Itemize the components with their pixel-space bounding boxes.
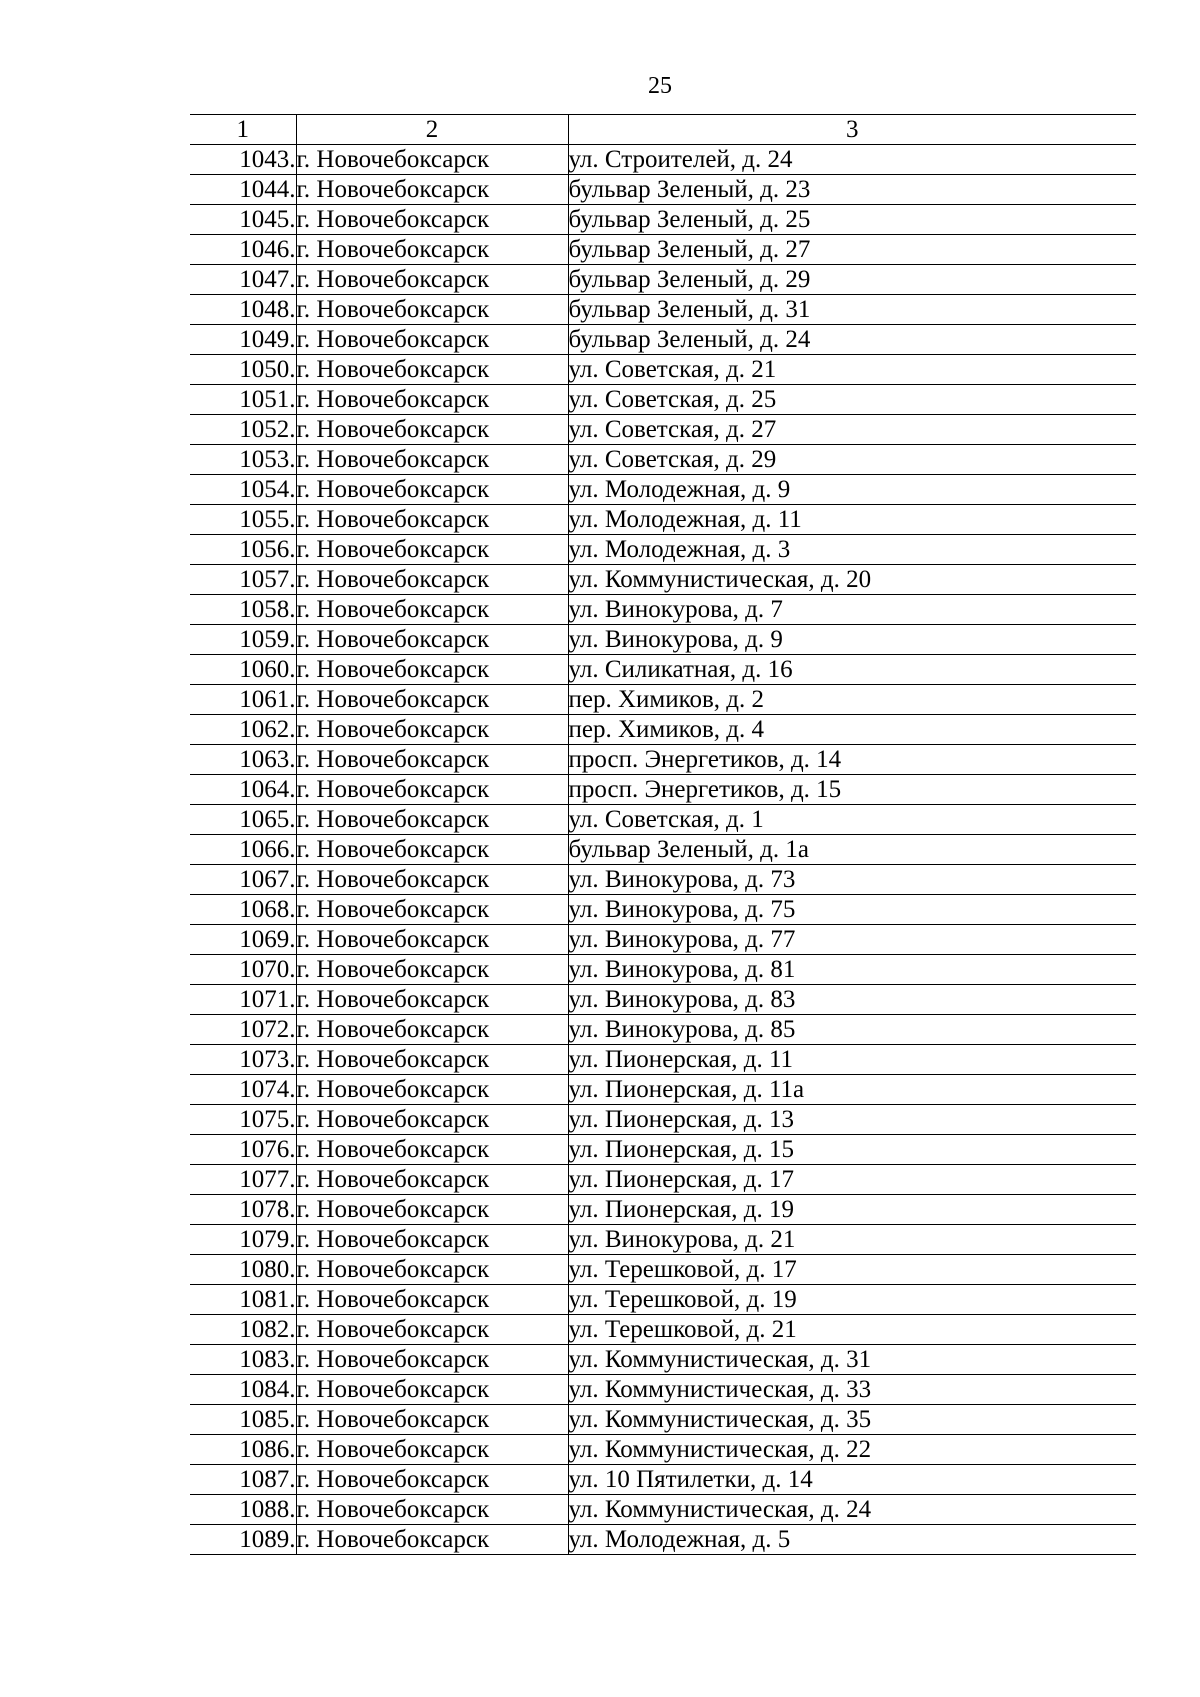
row-city: г. Новочебоксарск [296,175,568,205]
row-number: 1058. [190,595,296,625]
row-number: 1067. [190,865,296,895]
row-number: 1044. [190,175,296,205]
row-address: пер. Химиков, д. 4 [568,715,1136,745]
row-city: г. Новочебоксарск [296,775,568,805]
column-header-address: 3 [568,115,1136,145]
row-number: 1086. [190,1435,296,1465]
table-row [190,385,1136,415]
table-row [190,1285,1136,1315]
row-address: ул. Молодежная, д. 3 [568,535,1136,565]
row-city: г. Новочебоксарск [296,805,568,835]
row-number: 1059. [190,625,296,655]
row-address: ул. Пионерская, д. 19 [568,1195,1136,1225]
table-header [190,115,1136,145]
row-number: 1077. [190,1165,296,1195]
row-number: 1066. [190,835,296,865]
row-address: ул. Советская, д. 27 [568,415,1136,445]
row-address: ул. Коммунистическая, д. 20 [568,565,1136,595]
table-row [190,565,1136,595]
row-address: ул. Винокурова, д. 75 [568,895,1136,925]
row-address: ул. Терешковой, д. 21 [568,1315,1136,1345]
table-row [190,625,1136,655]
row-address: ул. Винокурова, д. 7 [568,595,1136,625]
row-address: ул. Пионерская, д. 13 [568,1105,1136,1135]
row-number: 1051. [190,385,296,415]
row-address: ул. Терешковой, д. 17 [568,1255,1136,1285]
row-number: 1070. [190,955,296,985]
table-row [190,955,1136,985]
row-number: 1076. [190,1135,296,1165]
column-header-number: 1 [190,115,296,145]
column-header-city: 2 [296,115,568,145]
row-city: г. Новочебоксарск [296,265,568,295]
table-row [190,1015,1136,1045]
row-number: 1054. [190,475,296,505]
row-city: г. Новочебоксарск [296,1435,568,1465]
table-row [190,775,1136,805]
table-row [190,1525,1136,1555]
row-number: 1074. [190,1075,296,1105]
row-number: 1079. [190,1225,296,1255]
row-address: ул. Терешковой, д. 19 [568,1285,1136,1315]
row-address: ул. Силикатная, д. 16 [568,655,1136,685]
row-city: г. Новочебоксарск [296,1165,568,1195]
row-city: г. Новочебоксарск [296,325,568,355]
row-number: 1043. [190,145,296,175]
row-city: г. Новочебоксарск [296,235,568,265]
table-row [190,685,1136,715]
row-city: г. Новочебоксарск [296,1285,568,1315]
row-city: г. Новочебоксарск [296,925,568,955]
table-row [190,265,1136,295]
row-address: ул. Советская, д. 1 [568,805,1136,835]
row-number: 1055. [190,505,296,535]
row-number: 1072. [190,1015,296,1045]
row-address: бульвар Зеленый, д. 27 [568,235,1136,265]
row-city: г. Новочебоксарск [296,1495,568,1525]
row-address: ул. Винокурова, д. 9 [568,625,1136,655]
table-row [190,1105,1136,1135]
header-row [190,115,1136,145]
row-number: 1069. [190,925,296,955]
row-address: ул. Коммунистическая, д. 31 [568,1345,1136,1375]
row-number: 1053. [190,445,296,475]
row-number: 1052. [190,415,296,445]
row-city: г. Новочебоксарск [296,1135,568,1165]
row-city: г. Новочебоксарск [296,1465,568,1495]
row-city: г. Новочебоксарск [296,355,568,385]
row-address: ул. Советская, д. 21 [568,355,1136,385]
row-city: г. Новочебоксарск [296,895,568,925]
row-city: г. Новочебоксарск [296,385,568,415]
row-address: бульвар Зеленый, д. 1а [568,835,1136,865]
row-number: 1078. [190,1195,296,1225]
table-row [190,535,1136,565]
row-number: 1064. [190,775,296,805]
table-row [190,205,1136,235]
table-row [190,475,1136,505]
row-city: г. Новочебоксарск [296,1225,568,1255]
row-address: ул. Винокурова, д. 81 [568,955,1136,985]
row-address: ул. Молодежная, д. 5 [568,1525,1136,1555]
row-address: бульвар Зеленый, д. 29 [568,265,1136,295]
row-number: 1089. [190,1525,296,1555]
row-number: 1063. [190,745,296,775]
row-city: г. Новочебоксарск [296,1195,568,1225]
row-address: ул. Коммунистическая, д. 35 [568,1405,1136,1435]
row-city: г. Новочебоксарск [296,535,568,565]
table-row [190,175,1136,205]
row-number: 1047. [190,265,296,295]
row-number: 1080. [190,1255,296,1285]
row-address: бульвар Зеленый, д. 24 [568,325,1136,355]
row-number: 1046. [190,235,296,265]
row-address: просп. Энергетиков, д. 15 [568,775,1136,805]
row-city: г. Новочебоксарск [296,445,568,475]
row-city: г. Новочебоксарск [296,955,568,985]
table-row [190,595,1136,625]
row-city: г. Новочебоксарск [296,685,568,715]
row-number: 1083. [190,1345,296,1375]
table-row [190,1375,1136,1405]
table-row [190,1315,1136,1345]
address-table [190,114,1136,1555]
row-number: 1056. [190,535,296,565]
table-row [190,1045,1136,1075]
row-city: г. Новочебоксарск [296,745,568,775]
row-address: ул. Винокурова, д. 77 [568,925,1136,955]
row-address: бульвар Зеленый, д. 25 [568,205,1136,235]
row-address: ул. Молодежная, д. 11 [568,505,1136,535]
row-address: бульвар Зеленый, д. 31 [568,295,1136,325]
row-city: г. Новочебоксарск [296,565,568,595]
row-number: 1061. [190,685,296,715]
row-address: ул. Советская, д. 25 [568,385,1136,415]
row-city: г. Новочебоксарск [296,1045,568,1075]
row-address: ул. Пионерская, д. 17 [568,1165,1136,1195]
row-number: 1087. [190,1465,296,1495]
table-row [190,715,1136,745]
row-address: ул. Молодежная, д. 9 [568,475,1136,505]
row-address: ул. Пионерская, д. 11 [568,1045,1136,1075]
row-address: ул. Винокурова, д. 85 [568,1015,1136,1045]
row-city: г. Новочебоксарск [296,505,568,535]
row-address: ул. Винокурова, д. 21 [568,1225,1136,1255]
row-number: 1073. [190,1045,296,1075]
row-number: 1062. [190,715,296,745]
row-number: 1065. [190,805,296,835]
row-city: г. Новочебоксарск [296,1375,568,1405]
table-row [190,1405,1136,1435]
row-number: 1084. [190,1375,296,1405]
row-city: г. Новочебоксарск [296,145,568,175]
table-row [190,835,1136,865]
row-city: г. Новочебоксарск [296,985,568,1015]
row-number: 1088. [190,1495,296,1525]
row-address: ул. Пионерская, д. 11а [568,1075,1136,1105]
row-number: 1048. [190,295,296,325]
row-city: г. Новочебоксарск [296,655,568,685]
table-row [190,355,1136,385]
row-number: 1081. [190,1285,296,1315]
table-row [190,415,1136,445]
row-city: г. Новочебоксарск [296,835,568,865]
row-number: 1075. [190,1105,296,1135]
row-city: г. Новочебоксарск [296,415,568,445]
row-number: 1045. [190,205,296,235]
table-row [190,745,1136,775]
row-number: 1050. [190,355,296,385]
table-row [190,295,1136,325]
row-city: г. Новочебоксарск [296,1405,568,1435]
table-row [190,1165,1136,1195]
row-city: г. Новочебоксарск [296,295,568,325]
table-row [190,1075,1136,1105]
row-address: ул. Советская, д. 29 [568,445,1136,475]
row-address: ул. Коммунистическая, д. 33 [568,1375,1136,1405]
row-city: г. Новочебоксарск [296,865,568,895]
table-row [190,1495,1136,1525]
table-row [190,895,1136,925]
table-row [190,1345,1136,1375]
row-number: 1085. [190,1405,296,1435]
table-row [190,1435,1136,1465]
table-row [190,1195,1136,1225]
row-city: г. Новочебоксарск [296,1525,568,1555]
row-address: ул. Пионерская, д. 15 [568,1135,1136,1165]
row-address: бульвар Зеленый, д. 23 [568,175,1136,205]
table-row [190,325,1136,355]
row-city: г. Новочебоксарск [296,1255,568,1285]
row-city: г. Новочебоксарск [296,625,568,655]
row-address: ул. Винокурова, д. 83 [568,985,1136,1015]
row-address: ул. Винокурова, д. 73 [568,865,1136,895]
table-row [190,925,1136,955]
row-city: г. Новочебоксарск [296,715,568,745]
row-address: просп. Энергетиков, д. 14 [568,745,1136,775]
table-row [190,445,1136,475]
table-row [190,805,1136,835]
table-row [190,505,1136,535]
row-city: г. Новочебоксарск [296,475,568,505]
row-address: ул. 10 Пятилетки, д. 14 [568,1465,1136,1495]
table-body [190,145,1136,1555]
table-row [190,1225,1136,1255]
row-address: ул. Строителей, д. 24 [568,145,1136,175]
row-city: г. Новочебоксарск [296,1075,568,1105]
table-row [190,865,1136,895]
table-row [190,145,1136,175]
row-city: г. Новочебоксарск [296,1105,568,1135]
row-address: ул. Коммунистическая, д. 22 [568,1435,1136,1465]
row-city: г. Новочебоксарск [296,1345,568,1375]
table-row [190,1465,1136,1495]
row-city: г. Новочебоксарск [296,595,568,625]
table-row [190,1255,1136,1285]
row-number: 1060. [190,655,296,685]
row-number: 1071. [190,985,296,1015]
row-address: ул. Коммунистическая, д. 24 [568,1495,1136,1525]
row-city: г. Новочебоксарск [296,1315,568,1345]
table-row [190,235,1136,265]
table-row [190,985,1136,1015]
page-number: 25 [648,73,672,99]
row-number: 1057. [190,565,296,595]
row-city: г. Новочебоксарск [296,205,568,235]
table-row [190,655,1136,685]
row-number: 1068. [190,895,296,925]
row-address: пер. Химиков, д. 2 [568,685,1136,715]
row-city: г. Новочебоксарск [296,1015,568,1045]
row-number: 1049. [190,325,296,355]
row-number: 1082. [190,1315,296,1345]
table-row [190,1135,1136,1165]
